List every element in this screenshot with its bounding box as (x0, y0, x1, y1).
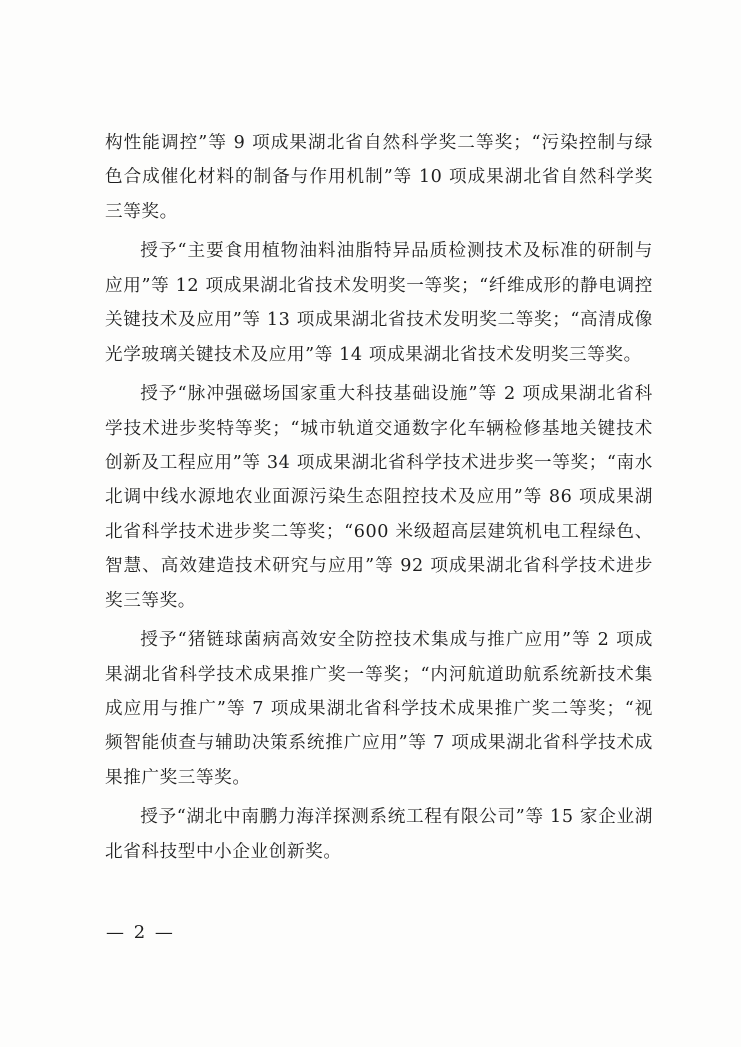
paragraph-science-technology-progress: 授予“脉冲强磁场国家重大科技基础设施”等 2 项成果湖北省科学技术进步奖特等奖；“城市轨道交通数字化车辆检修基地关键技术创新及工程应用”等 34 项成果湖北省科学技术进步奖一等奖；“南水北调中线水源地农业面源污染生态阻控技术及应用”等 86 项成果湖北省科学技术进步奖二等奖；“600 米级超高层建筑机电工程绿色、智慧、高效建造技术研究与应用”等 92 项成果湖北省科学技术进步奖三等奖。 (105, 384, 653, 611)
paragraph-natural-science-continued: 构性能调控”等 9 项成果湖北省自然科学奖二等奖；“污染控制与绿色合成催化材料的制备与作用机制”等 10 项成果湖北省自然科学奖三等奖。 (105, 133, 653, 222)
paragraph-sme-innovation: 授予“湖北中南鹏力海洋探测系统工程有限公司”等 15 家企业湖北省科技型中小企业创新奖。 (105, 807, 653, 862)
page-number: — 2 — (106, 922, 175, 943)
paragraph-technology-invention: 授予“主要食用植物油料油脂特异品质检测技术及标准的研制与应用”等 12 项成果湖北省技术发明奖一等奖；“纤维成形的静电调控关键技术及应用”等 13 项成果湖北省技术发明奖二等奖；“高清成像光学玻璃关键技术及应用”等 14 项成果湖北省技术发明奖三等奖。 (105, 241, 653, 365)
document-body (105, 126, 653, 874)
paragraph-achievement-promotion: 授予“猪链球菌病高效安全防控技术集成与推广应用”等 2 项成果湖北省科学技术成果推广奖一等奖；“内河航道助航系统新技术集成应用与推广”等 7 项成果湖北省科学技术成果推广奖二等奖；“视频智能侦查与辅助决策系统推广应用”等 7 项成果湖北省科学技术成果推广奖三等奖。 (105, 630, 653, 788)
